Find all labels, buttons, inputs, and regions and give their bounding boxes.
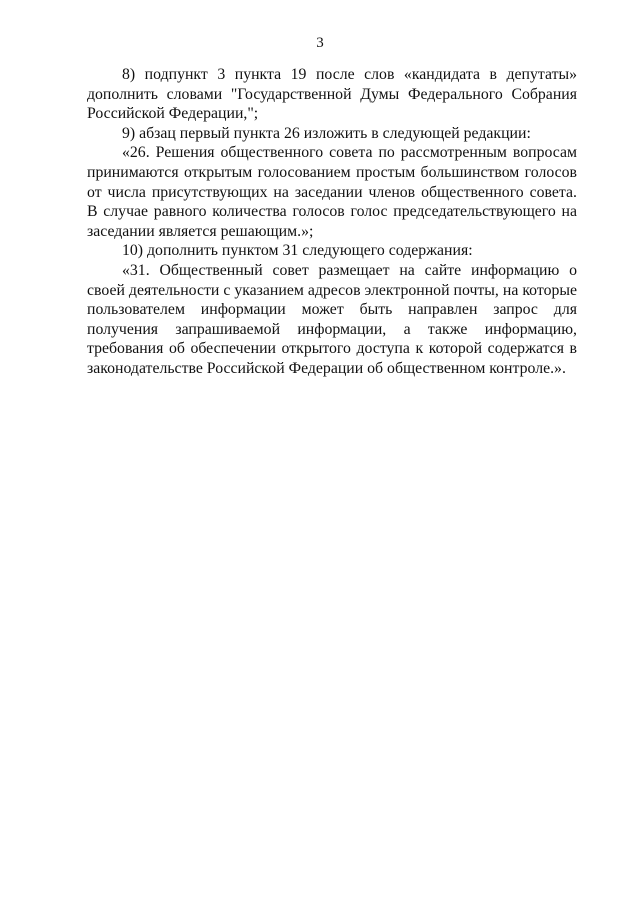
- paragraph-item-26-text: «26. Решения общественного совета по рассмотренным вопросам принимаются открытым голосованием простым большинством голосов от числа присутствующих на заседании членов общественного совета. В случае равного количества голосов голос председательствующего на заседании является решающим.»;: [87, 144, 577, 240]
- paragraph-item-31-text: «31. Общественный совет размещает на сайте информацию о своей деятельности с указанием адресов электронной почты, на которые пользователем информации может быть направлен запрос для получения запрашиваемой информации, а также информацию, требования об обеспечении открытого доступа к которой содержатся в законодательстве Российской Федерации об общественном контроле.».: [87, 261, 577, 377]
- page-number: 3: [316, 35, 324, 51]
- document-body: [87, 65, 577, 379]
- paragraph-item-10: 10) дополнить пунктом 31 следующего содержания:: [122, 242, 473, 260]
- paragraph-item-8: 8) подпункт 3 пункта 19 после слов «кандидата в депутаты» дополнить словами "Государственной Думы Федерального Собрания Российской Федерации,";: [87, 66, 577, 123]
- paragraph-item-9: 9) абзац первый пункта 26 изложить в следующей редакции:: [122, 124, 531, 142]
